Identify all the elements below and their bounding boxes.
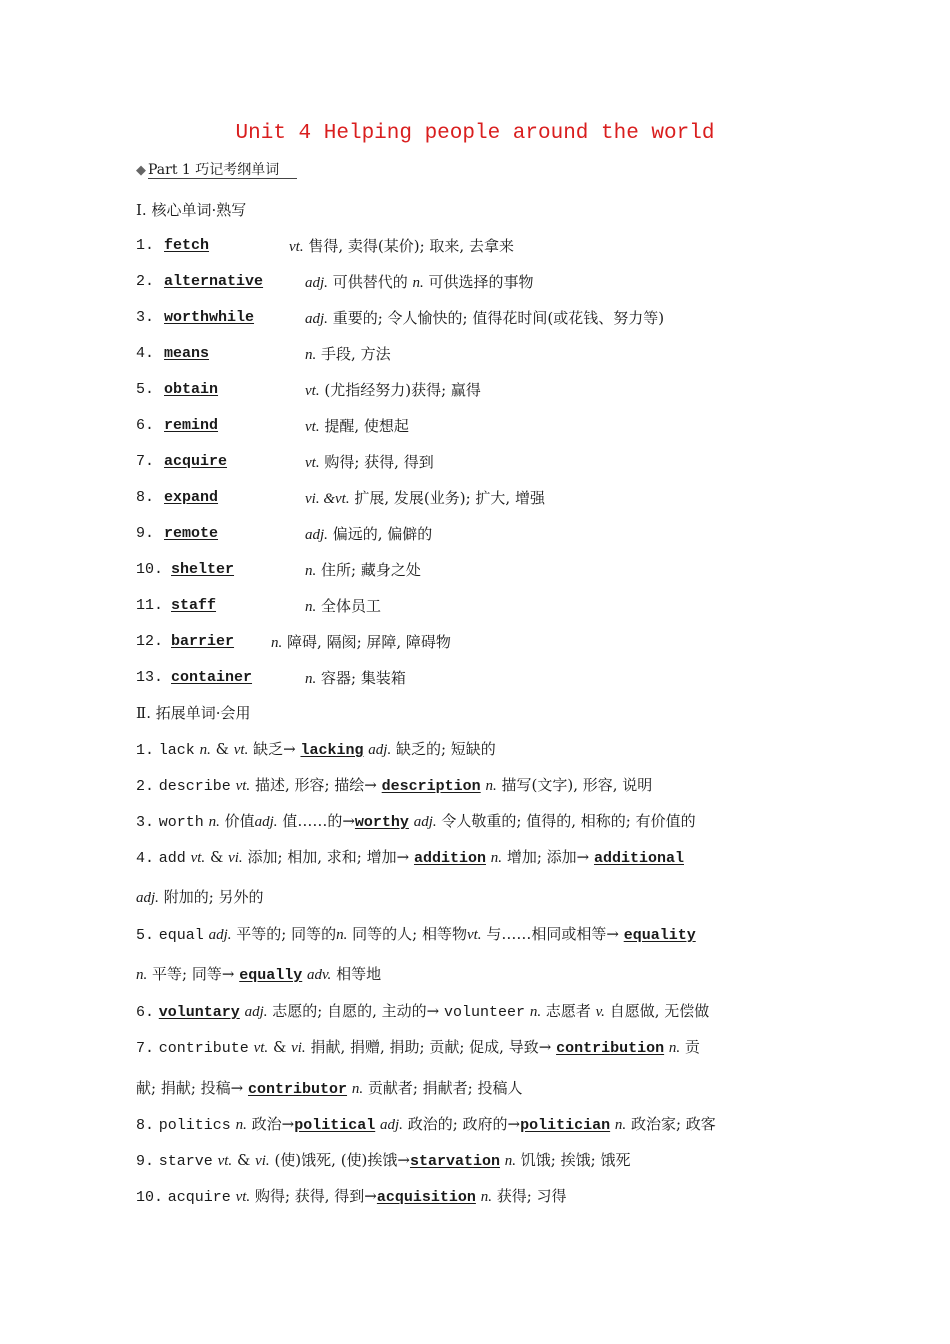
answer-word: container bbox=[171, 669, 253, 686]
answer-word: politician bbox=[520, 1117, 611, 1134]
answer-word: starvation bbox=[409, 1153, 500, 1170]
answer-word: staff bbox=[171, 597, 217, 614]
unit-title: Unit 4 Helping people around the world bbox=[235, 122, 715, 145]
word-definition: vi. &vt. 扩展, 发展(业务); 扩大, 增强 bbox=[305, 489, 545, 507]
part-heading: ◆ Part 1 巧记考纲单词 bbox=[136, 159, 297, 179]
answer-word: remote bbox=[164, 525, 219, 542]
list-item: 11. staff bbox=[136, 597, 217, 614]
diamond-icon: ◆ bbox=[136, 163, 146, 178]
answer-word: political bbox=[294, 1117, 376, 1134]
answer-word: worthy bbox=[354, 814, 409, 831]
answer-word: lacking bbox=[300, 742, 364, 759]
list-item: 9. remote bbox=[136, 525, 219, 542]
word-definition: adj. 重要的; 令人愉快的; 值得花时间(或花钱、努力等) bbox=[305, 309, 665, 327]
word-definition: vt. 购得; 获得, 得到 bbox=[305, 453, 434, 471]
list-item: 3. worthwhile bbox=[136, 309, 255, 326]
answer-word: fetch bbox=[164, 237, 210, 254]
word-definition: vt. 提醒, 使想起 bbox=[305, 417, 409, 435]
word-definition: n. 全体员工 bbox=[305, 597, 382, 615]
answer-word: alternative bbox=[164, 273, 264, 290]
answer-word: contribution bbox=[556, 1040, 665, 1057]
list-item: 10. acquire vt. 购得; 获得, 得到→acquisition n. 获得; 习得 bbox=[136, 1187, 567, 1206]
answer-word: shelter bbox=[171, 561, 235, 578]
answer-word: voluntary bbox=[158, 1004, 240, 1021]
word-definition: adj. 可供替代的 n. 可供选择的事物 bbox=[305, 273, 534, 291]
list-item: 8. expand bbox=[136, 489, 219, 506]
list-item: 13. container bbox=[136, 669, 253, 686]
list-item: 6. voluntary adj. 志愿的; 自愿的, 主动的→ volunteer n. 志愿者 v. 自愿做, 无偿做 bbox=[136, 1002, 710, 1021]
word-definition: n. 容器; 集装箱 bbox=[305, 669, 406, 687]
list-item: 10. shelter bbox=[136, 561, 235, 578]
section1-heading: Ⅰ. 核心单词·熟写 bbox=[136, 201, 247, 219]
word-definition: n. 手段, 方法 bbox=[305, 345, 391, 363]
list-item: 2. describe vt. 描述, 形容; 描绘→ description n. 描写(文字), 形容, 说明 bbox=[136, 776, 653, 795]
list-item: 5. obtain bbox=[136, 381, 219, 398]
list-item: 7. contribute vt. & vi. 捐献, 捐赠, 捐助; 贡献; 促成, 导致→ contribution n. 贡 bbox=[136, 1038, 700, 1057]
word-definition: vt. 售得, 卖得(某价); 取来, 去拿来 bbox=[289, 237, 514, 255]
list-item-continuation: 献; 捐献; 投稿→ contributor n. 贡献者; 捐献者; 投稿人 bbox=[136, 1079, 523, 1098]
list-item: 4. means bbox=[136, 345, 210, 362]
word-definition: n. 住所; 藏身之处 bbox=[305, 561, 421, 579]
answer-word: equality bbox=[623, 927, 696, 944]
list-item: 4. add vt. & vi. 添加; 相加, 求和; 增加→ addition n. 增加; 添加→ additional bbox=[136, 848, 684, 867]
list-item: 5. equal adj. 平等的; 同等的n. 同等的人; 相等物vt. 与……相同或相等→ equality bbox=[136, 925, 696, 944]
word-definition: n. 障碍, 隔阂; 屏障, 障碍物 bbox=[271, 633, 451, 651]
list-item: 3. worth n. 价值adj. 值……的→worthy adj. 令人敬重的; 值得的, 相称的; 有价值的 bbox=[136, 812, 696, 831]
answer-word: equally bbox=[239, 967, 303, 984]
list-item: 1. lack n. & vt. 缺乏→ lacking adj. 缺乏的; 短缺的 bbox=[136, 740, 496, 759]
word-definition: vt. (尤指经努力)获得; 赢得 bbox=[305, 381, 481, 399]
answer-word: acquire bbox=[164, 453, 228, 470]
list-item: 12. barrier bbox=[136, 633, 235, 650]
list-item: 7. acquire bbox=[136, 453, 228, 470]
answer-word: remind bbox=[164, 417, 219, 434]
answer-word: addition bbox=[413, 850, 486, 867]
answer-word: worthwhile bbox=[164, 309, 255, 326]
word-definition: adj. 偏远的, 偏僻的 bbox=[305, 525, 433, 543]
answer-word: barrier bbox=[171, 633, 235, 650]
list-item: 1. fetch bbox=[136, 237, 210, 254]
answer-word: description bbox=[381, 778, 481, 795]
list-item-continuation: adj. 附加的; 另外的 bbox=[136, 888, 264, 906]
list-item: 6. remind bbox=[136, 417, 219, 434]
list-item-continuation: n. 平等; 同等→ equally adv. 相等地 bbox=[136, 965, 382, 984]
section2-heading: Ⅱ. 拓展单词·会用 bbox=[136, 704, 251, 722]
answer-word: means bbox=[164, 345, 210, 362]
answer-word: expand bbox=[164, 489, 219, 506]
answer-word: additional bbox=[593, 850, 684, 867]
answer-word: contributor bbox=[248, 1081, 348, 1098]
list-item: 2. alternative bbox=[136, 273, 264, 290]
answer-word: acquisition bbox=[376, 1189, 476, 1206]
answer-word: obtain bbox=[164, 381, 219, 398]
list-item: 9. starve vt. & vi. (使)饿死, (使)挨饿→starvation n. 饥饿; 挨饿; 饿死 bbox=[136, 1151, 631, 1170]
list-item: 8. politics n. 政治→political adj. 政治的; 政府的→politician n. 政治家; 政客 bbox=[136, 1115, 716, 1134]
